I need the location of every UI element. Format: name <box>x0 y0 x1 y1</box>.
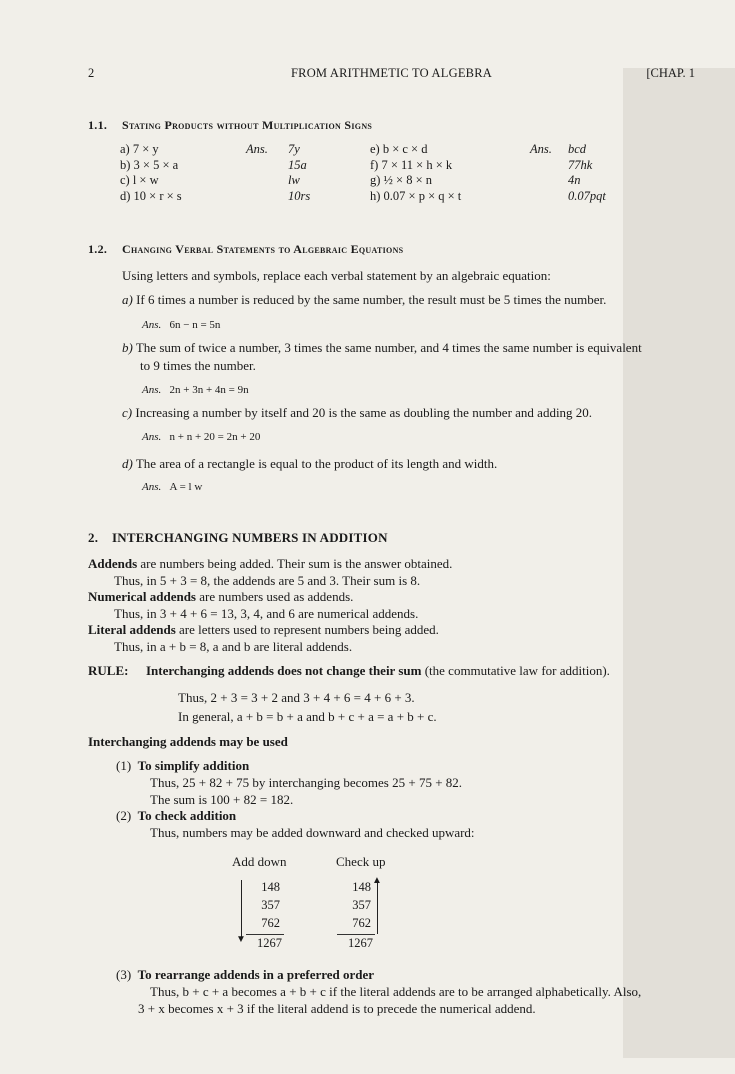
statement-b-line2: to 9 times the number. <box>140 358 256 373</box>
use-3-line-1: Thus, b + c + a becomes a + b + c if the literal addends are to be arranged alphabetically. Also, <box>150 984 642 999</box>
statement-c <box>122 404 692 421</box>
item-letter: c) <box>122 405 133 420</box>
question: g) ½ × 8 × n <box>370 173 433 187</box>
answer-label: Ans. <box>142 319 162 331</box>
item-letter: b) <box>122 340 133 355</box>
down-arrow-icon: ▼ <box>236 934 246 945</box>
addend: 762 <box>352 916 371 930</box>
numerical-example: Thus, in 3 + 4 + 6 = 13, 3, 4, and 6 are numerical addends. <box>114 606 419 621</box>
answer: 15a <box>288 157 307 172</box>
header-title: FROM ARITHMETIC TO ALGEBRA <box>291 66 492 80</box>
section-1-1-heading <box>88 118 372 133</box>
add-down-label: Add down <box>232 854 287 869</box>
section-title: Changing Verbal Statements to Algebraic Equations <box>122 242 404 256</box>
page-number: 2 <box>88 66 95 80</box>
check-up-total: 1267 <box>348 936 373 950</box>
term: Numerical addends <box>88 589 196 604</box>
answer-label: Ans. <box>142 431 162 443</box>
answer-label: Ans. <box>530 142 552 156</box>
answer-b <box>142 384 249 396</box>
chapter-label: [CHAP. 1 <box>646 66 695 80</box>
question: h) 0.07 × p × q × t <box>370 188 462 203</box>
answer-d <box>142 481 202 493</box>
list-number: (2) <box>116 808 132 823</box>
up-arrow-icon: ▲ <box>372 875 382 886</box>
use-1-line-2: The sum is 100 + 82 = 182. <box>150 792 294 807</box>
add-down-total: 1267 <box>257 936 282 950</box>
sum-rule <box>337 934 375 935</box>
rule-label: RULE: <box>88 663 129 678</box>
rule-example-1: Thus, 2 + 3 = 3 + 2 and 3 + 4 + 6 = 4 + 6 + 3. <box>178 690 415 705</box>
addend: 357 <box>261 898 280 912</box>
answer: 77hk <box>568 157 593 172</box>
question: b) 3 × 5 × a <box>120 157 179 172</box>
left-answers <box>288 142 310 204</box>
section-number: 2. <box>88 530 99 545</box>
addends-example: Thus, in 5 + 3 = 8, the addends are 5 and 3. Their sum is 8. <box>114 573 421 588</box>
section-2-heading <box>88 530 388 546</box>
answer-label: Ans. <box>142 481 162 493</box>
numerical-definition <box>88 588 353 605</box>
question: e) b × c × d <box>370 142 428 156</box>
statement-b <box>122 339 697 356</box>
uses-heading: Interchanging addends may be used <box>88 734 288 749</box>
addend: 357 <box>352 898 371 912</box>
list-number: (1) <box>116 758 132 773</box>
right-questions <box>370 142 461 204</box>
section-title: INTERCHANGING NUMBERS IN ADDITION <box>112 530 388 545</box>
use-2-line-1: Thus, numbers may be added downward and checked upward: <box>150 825 475 840</box>
addend: 148 <box>261 880 280 894</box>
question: a) 7 × y <box>120 142 159 156</box>
term: Literal addends <box>88 622 176 637</box>
right-answers <box>568 142 606 204</box>
rule-text: Interchanging addends does not change their sum <box>146 663 422 678</box>
answer-equation: 6n − n = 5n <box>169 319 221 331</box>
statement-d <box>122 455 692 472</box>
question: f) 7 × 11 × h × k <box>370 157 453 172</box>
item-text: Increasing a number by itself and 20 is the same as doubling the number and adding 20. <box>135 405 593 420</box>
check-up-arrow-shaft <box>377 882 378 934</box>
rule <box>88 662 708 679</box>
statement-a <box>122 291 692 308</box>
list-number: (3) <box>116 967 132 982</box>
use-title: To simplify addition <box>137 758 250 773</box>
addend: 762 <box>261 916 280 930</box>
term: Addends <box>88 556 138 571</box>
sum-rule <box>246 934 284 935</box>
definition: are numbers being added. Their sum is the answer obtained. <box>137 556 453 571</box>
answer-label: Ans. <box>142 384 162 396</box>
use-title: To check addition <box>137 808 237 823</box>
use-1-line-1: Thus, 25 + 82 + 75 by interchanging becomes 25 + 75 + 82. <box>150 775 463 790</box>
item-letter: d) <box>122 456 133 471</box>
answer: 4n <box>568 173 581 187</box>
section-number: 1.1. <box>88 118 108 132</box>
answer: 0.07pqt <box>568 188 606 203</box>
question: c) l × w <box>120 173 159 187</box>
section-number: 1.2. <box>88 242 108 256</box>
rule-example-2: In general, a + b = b + a and b + c + a = a + b + c. <box>178 709 437 724</box>
section-intro: Using letters and symbols, replace each verbal statement by an algebraic equation: <box>122 268 551 283</box>
section-title: Stating Products without Multiplication Signs <box>122 118 373 132</box>
item-letter: a) <box>122 292 133 307</box>
literal-definition <box>88 621 439 638</box>
addends-definition <box>88 555 452 572</box>
rule-note: (the commutative law for addition). <box>421 663 610 678</box>
add-down-column <box>250 880 280 934</box>
answer: 7y <box>288 142 300 156</box>
addend: 148 <box>352 880 371 894</box>
page-edge-shadow <box>623 68 735 1058</box>
left-questions <box>120 142 182 204</box>
item-text: If 6 times a number is reduced by the same number, the result must be 5 times the number. <box>136 292 607 307</box>
use-3-heading <box>116 966 374 983</box>
answer-label: Ans. <box>246 142 268 156</box>
use-3-line-2: 3 + x becomes x + 3 if the literal addend is to precede the numerical addend. <box>138 1001 536 1016</box>
add-down-arrow-shaft <box>241 880 242 940</box>
section-1-2-heading <box>88 242 403 257</box>
item-text: The sum of twice a number, 3 times the same number, and 4 times the same number is equivalent <box>135 340 642 355</box>
answer-equation: 2n + 3n + 4n = 9n <box>169 384 249 396</box>
item-text: The area of a rectangle is equal to the product of its length and width. <box>135 456 498 471</box>
question: d) 10 × r × s <box>120 188 182 203</box>
answer: bcd <box>568 142 587 156</box>
literal-example: Thus, in a + b = 8, a and b are literal addends. <box>114 639 353 654</box>
check-up-column <box>341 880 371 934</box>
answer-c <box>142 431 260 443</box>
check-up-label: Check up <box>336 854 386 869</box>
answer-equation: n + n + 20 = 2n + 20 <box>169 431 261 443</box>
running-header <box>88 66 695 82</box>
use-title: To rearrange addends in a preferred order <box>137 967 375 982</box>
definition: are letters used to represent numbers being added. <box>175 622 439 637</box>
answer: 10rs <box>288 188 311 203</box>
use-1-heading <box>116 757 249 774</box>
answer: lw <box>288 173 300 187</box>
answer-equation: A = l w <box>169 481 203 493</box>
answer-a <box>142 319 220 331</box>
use-2-heading <box>116 807 236 824</box>
definition: are numbers used as addends. <box>195 589 354 604</box>
